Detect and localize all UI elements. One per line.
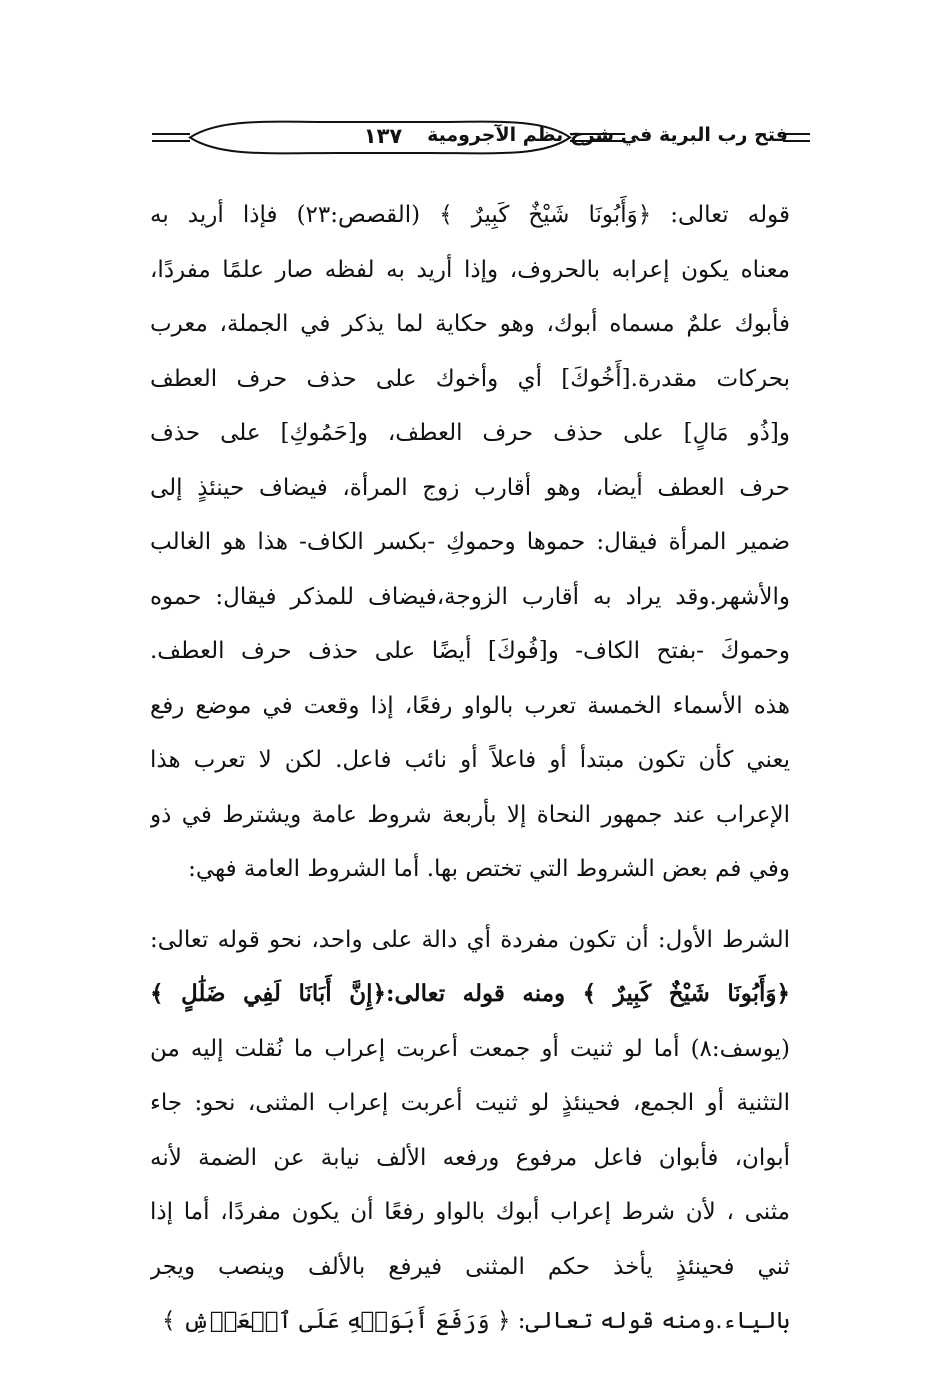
page-number: ١٣٧ xyxy=(363,124,403,148)
page-header xyxy=(150,118,810,164)
paragraph xyxy=(150,188,790,897)
text-line: معناه يكون إعرابه بالحروف، وإذا أريد به لفظه صار علمًا مفردًا، xyxy=(150,256,790,283)
text-line: والأشهر.وقد يراد به أقارب الزوجة،فيضاف للمذكر فيقال: حموه xyxy=(150,583,790,610)
text-line: مثنى ، لأن شرط إعراب أبوك بالواو رفعًا أن يكون مفردًا، أما إذا xyxy=(150,1199,790,1225)
text-line: بالياء.ومنه قوله تعالى: ﴿ وَرَفَعَ أَبَوَيۡهِ عَلَى ٱلۡعَرۡشِ ﴾ xyxy=(161,1308,790,1334)
text-line: فأبوك علمٌ مسماه أبوك، وهو حكاية لما يذكر في الجملة، معرب xyxy=(150,311,790,337)
text-line: ﴿وَأَبُونَا شَيْخٌ كَبِيرٌ ﴾ ومنه قوله تعالى:﴿إِنَّ أَبَانَا لَفِي ضَلَٰلٍ ﴾ xyxy=(150,980,790,1007)
text-line: يعني كأن تكون مبتدأ أو فاعلاً أو نائب فاعل. لكن لا تعرب هذا xyxy=(150,747,790,773)
text-line: التثنية أو الجمع، فحينئذٍ لو ثنيت أعربت إعراب المثنى، نحو: جاء xyxy=(150,1090,790,1116)
text-line: بحركات مقدرة.[أَخُوكَ] أي وأخوك على حذف حرف العطف xyxy=(150,365,790,392)
running-title: فتح رب البرية في شرح نظم الآجرومية xyxy=(427,124,788,146)
text-line: (يوسف:٨) أما لو ثنيت أو جمعت أعربت إعراب ما نُقلت إليه من xyxy=(150,1035,790,1062)
text-line: الإعراب عند جمهور النحاة إلا بأربعة شروط عامة ويشترط في ذو xyxy=(150,801,790,828)
text-line: أبوان، فأبوان فاعل مرفوع ورفعه الألف نيابة عن الضمة لأنه xyxy=(150,1144,790,1171)
page-body xyxy=(150,188,790,1349)
text-line: الشرط الأول: أن تكون مفردة أي دالة على واحد، نحو قوله تعالى: xyxy=(150,926,790,953)
text-line: حرف العطف أيضا، وهو أقارب زوج المرأة، فيضاف حينئذٍ إلى xyxy=(150,474,790,501)
text-line: وحموكَ -بفتح الكاف- و[فُوكَ] أيضًا على حذف حرف العطف. xyxy=(150,638,790,664)
text-line: هذه الأسماء الخمسة تعرب بالواو رفعًا، إذا وقعت في موضع رفع xyxy=(150,692,790,719)
text-line: ضمير المرأة فيقال: حموها وحموكِ -بكسر الكاف- هذا هو الغالب xyxy=(150,529,790,555)
text-line: قوله تعالى: ﴿وَأَبُونَا شَيْخٌ كَبِيرٌ ﴾ (القصص:٢٣) فإذا أريد به xyxy=(150,202,790,228)
text-line: ثني فحينئذٍ يأخذ حكم المثنى فيرفع بالألف وينصب ويجر xyxy=(150,1253,790,1280)
text-line: وفي فم بعض الشروط التي تختص بها. أما الشروط العامة فهي: xyxy=(188,856,790,882)
text-line: و[ذُو مَالٍ] على حذف حرف العطف، و[حَمُوكِ] على حذف xyxy=(150,420,790,446)
paragraph xyxy=(150,913,790,1349)
